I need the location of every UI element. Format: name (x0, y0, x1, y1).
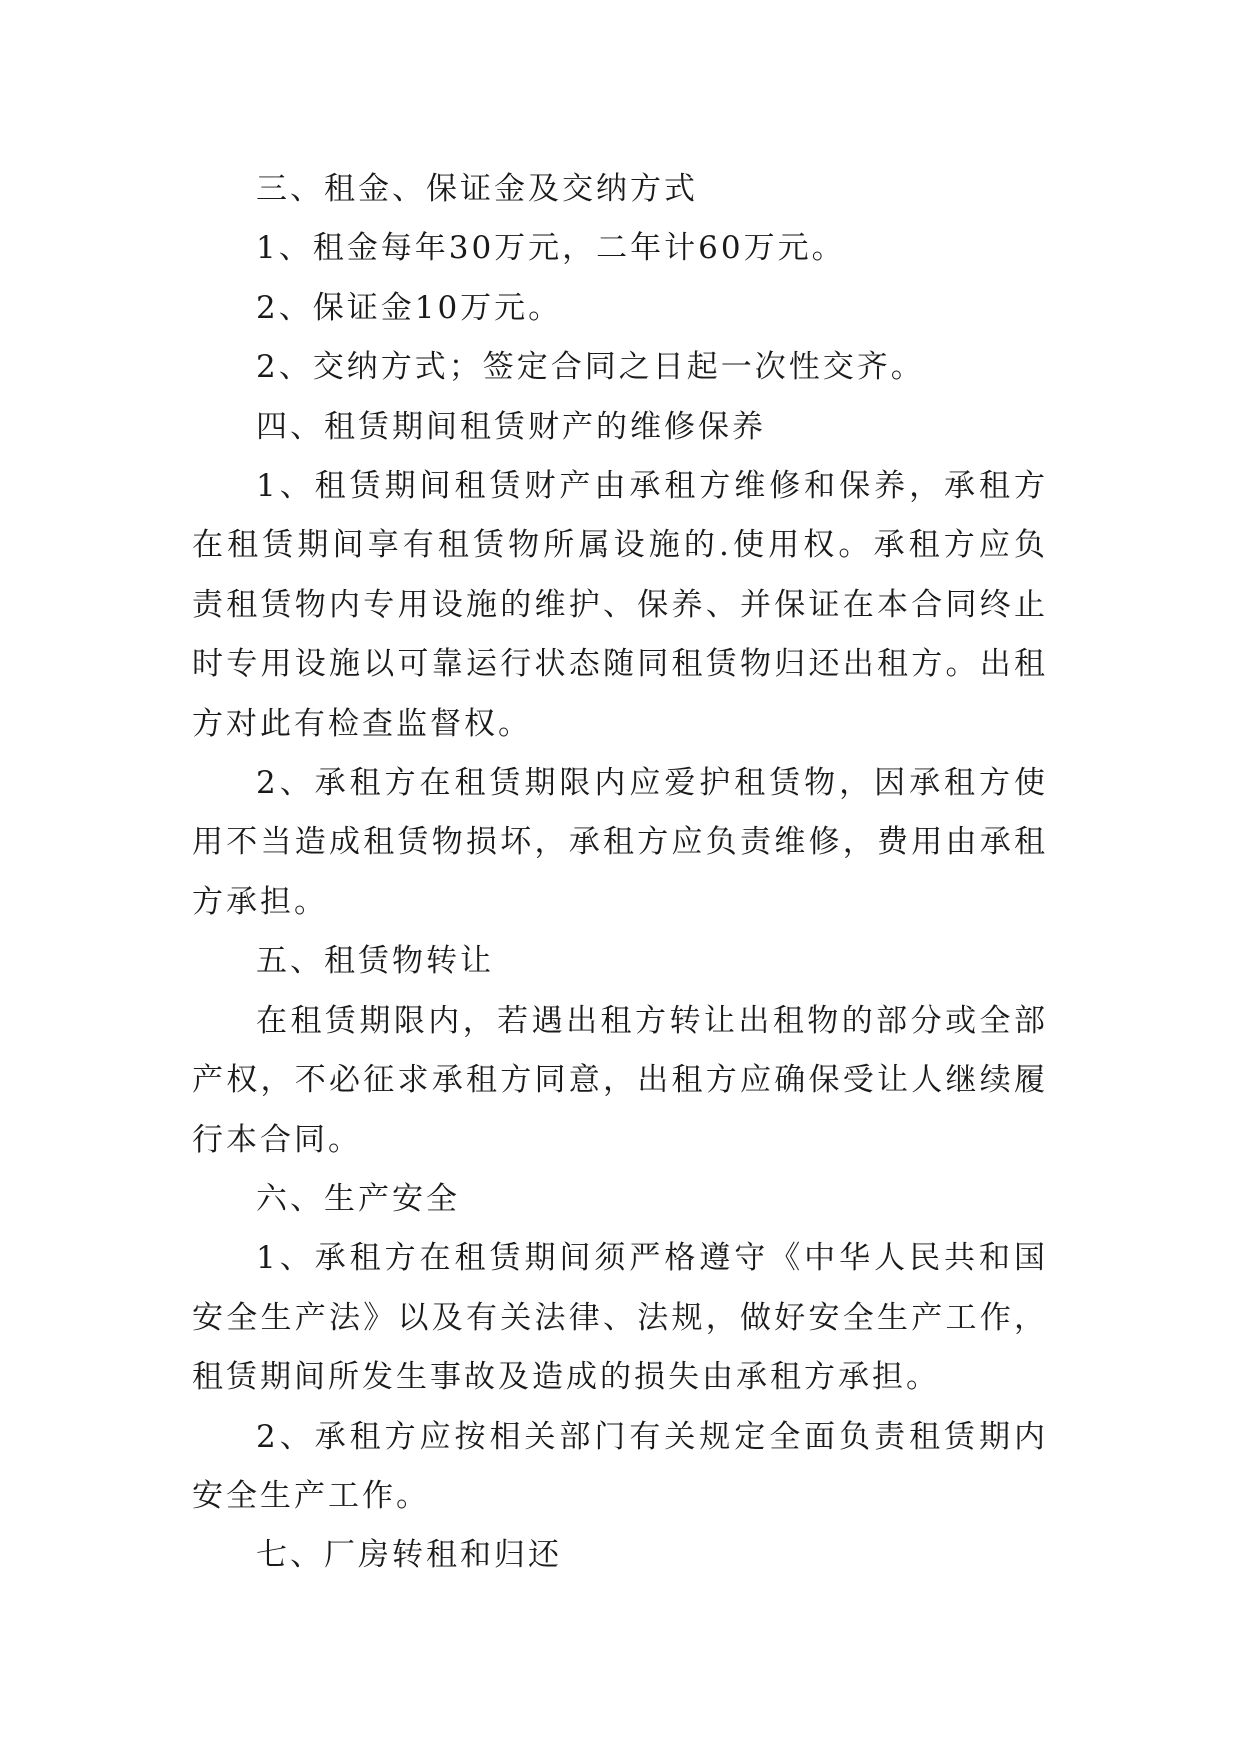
clause-damage-liability: 2、承租方在租赁期限内应爱护租赁物，因承租方使用不当造成租赁物损坏，承租方应负责维修，费用由承租方承担。 (192, 765, 1048, 920)
clause-rent-amount: 1、租金每年30万元，二年计60万元。 (256, 230, 846, 267)
clause-safety-responsibility: 2、承租方应按相关部门有关规定全面负责租赁期内安全生产工作。 (192, 1418, 1048, 1514)
clause-deposit: 2、保证金10万元。 (256, 289, 563, 326)
clause-maintenance-responsibility: 1、租赁期间租赁财产由承租方维修和保养，承租方在租赁期间享有租赁物所属设施的.使用权。承租方应负责租赁物内专用设施的维护、保养、并保证在本合同终止时专用设施以可靠运行状态随同租赁物归还出租方。出租方对此有检查监督权。 (192, 468, 1048, 742)
clause-payment-method: 2、交纳方式；签定合同之日起一次性交齐。 (256, 349, 925, 386)
section-heading-safety: 六、生产安全 (256, 1180, 460, 1217)
section-heading-sublease-return: 七、厂房转租和归还 (256, 1537, 562, 1574)
section-heading-rent-deposit: 三、租金、保证金及交纳方式 (256, 171, 698, 207)
clause-transfer: 在租赁期限内，若遇出租方转让出租物的部分或全部产权，不必征求承租方同意，出租方应确保受让人继续履行本合同。 (192, 1002, 1048, 1158)
clause-safety-compliance: 1、承租方在租赁期间须严格遵守《中华人民共和国安全生产法》以及有关法律、法规，做好安全生产工作，租赁期间所发生事故及造成的损失由承租方承担。 (192, 1240, 1048, 1396)
document-body (192, 160, 1048, 1586)
section-heading-transfer: 五、租赁物转让 (256, 943, 494, 980)
section-heading-maintenance: 四、租赁期间租赁财产的维修保养 (256, 408, 766, 445)
